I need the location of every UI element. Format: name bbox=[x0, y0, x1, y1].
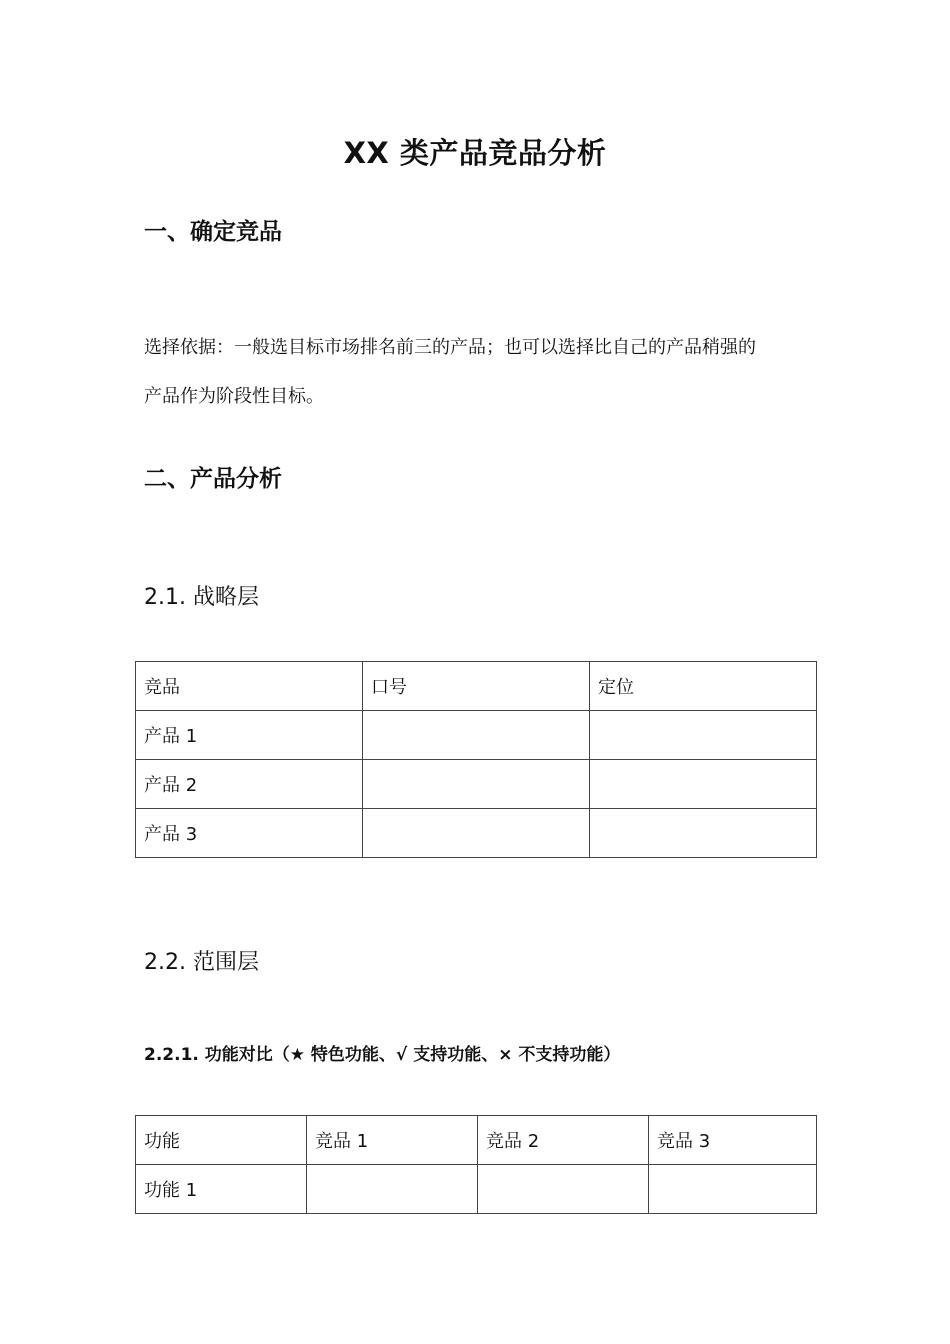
subsubsection-heading-feature-comparison: 2.2.1. 功能对比（★ 特色功能、√ 支持功能、× 不支持功能） bbox=[144, 1045, 621, 1065]
table-cell bbox=[363, 711, 590, 760]
table-header-row bbox=[136, 662, 817, 711]
table-cell bbox=[363, 809, 590, 858]
table-header-row bbox=[136, 1116, 817, 1165]
table-header-cell: 竞品 bbox=[136, 662, 363, 711]
table-header-cell: 竞品 3 bbox=[649, 1116, 817, 1165]
table-header-cell: 口号 bbox=[363, 662, 590, 711]
table-header-cell: 功能 bbox=[136, 1116, 307, 1165]
table-cell bbox=[590, 760, 817, 809]
table-cell: 产品 1 bbox=[136, 711, 363, 760]
table-row bbox=[136, 1165, 817, 1214]
table-cell bbox=[363, 760, 590, 809]
feature-comparison-table bbox=[135, 1115, 817, 1214]
document-title: XX 类产品竞品分析 bbox=[343, 136, 607, 170]
table-cell bbox=[478, 1165, 649, 1214]
table-row bbox=[136, 760, 817, 809]
table-cell: 产品 3 bbox=[136, 809, 363, 858]
table-cell: 功能 1 bbox=[136, 1165, 307, 1214]
table-cell bbox=[307, 1165, 478, 1214]
table-header-cell: 定位 bbox=[590, 662, 817, 711]
selection-basis-line-2: 产品作为阶段性目标。 bbox=[144, 386, 324, 407]
table-row bbox=[136, 711, 817, 760]
table-cell bbox=[590, 711, 817, 760]
strategy-table bbox=[135, 661, 817, 858]
subsection-heading-strategy-layer: 2.1. 战略层 bbox=[144, 585, 259, 610]
table-header-cell: 竞品 2 bbox=[478, 1116, 649, 1165]
table-header-cell: 竞品 1 bbox=[307, 1116, 478, 1165]
table-cell: 产品 2 bbox=[136, 760, 363, 809]
section-heading-product-analysis: 二、产品分析 bbox=[144, 466, 282, 492]
table-cell bbox=[649, 1165, 817, 1214]
section-heading-determine-competitors: 一、确定竞品 bbox=[144, 219, 282, 245]
selection-basis-line-1: 选择依据：一般选目标市场排名前三的产品；也可以选择比自己的产品稍强的 bbox=[144, 337, 756, 358]
table-row bbox=[136, 809, 817, 858]
subsection-heading-scope-layer: 2.2. 范围层 bbox=[144, 950, 259, 975]
table-cell bbox=[590, 809, 817, 858]
